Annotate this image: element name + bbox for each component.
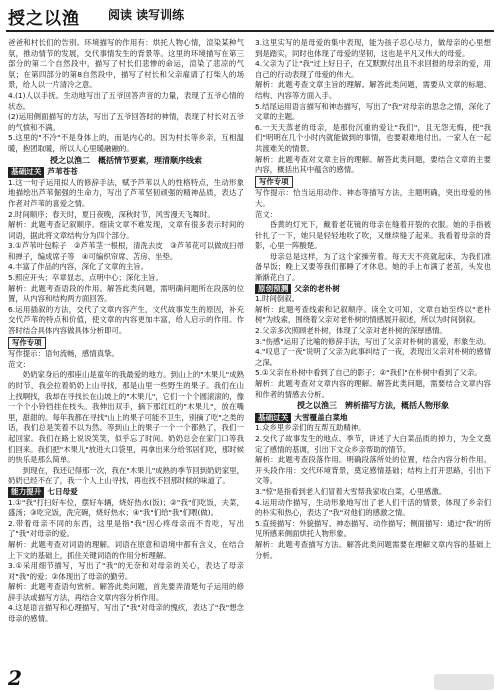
answer-text: 5.直接描写：外貌描写、神态描写、动作描写；侧面描写：通过"我"的所见所感来侧面烘托人物形象。 <box>255 518 491 539</box>
section-bar-label: 基础过关 <box>255 413 291 424</box>
answer-text: 写作提示：恰当运用动作、神态等描写方法，主题明确，突出母爱的伟大。 <box>255 188 491 208</box>
answer-text: 到现在，我还记得那一次，我在"木果儿"成熟的季节回到奶奶家里，奶奶已经不在了，我一个人上山寻找，再也找不回那时候的味道了。 <box>8 465 244 486</box>
answer-text: 解析：此题考查语句赏析。解答此类问题，首先要弄清楚句子运用的修辞手法或描写方法，再结合文章内容分析作用。 <box>8 582 244 602</box>
answer-text: 1.①"我"打扫好车位，摆好车辆，烧好热水(饭)；②"我"们吃饭，夫菜，盛汤；③吃完饭，洗完碗，烧好热水；④"我"们给"我"们喂(做)。 <box>8 497 244 518</box>
answer-text: 解析：此题考查语段的作用。解答此类问题，需明确问题所在段落的位置，从内容和结构两方面回答。 <box>8 283 244 304</box>
answer-text: 5.这里的"不冷"不是身体上的，而是内心的。因为村长等乡亲，互相温暖，抱团取暖，所以人心里暖融融的。 <box>8 133 244 153</box>
answer-text: (2)运用侧面描写的方法，写出了五爷回答时的神情，表现了村长对五爷的气愤和不满。 <box>8 112 244 132</box>
answer-text: 5.结尾运用语言描写和神态描写，写出了"我"对母亲的思念之情，深化了文章的主题。 <box>255 101 491 122</box>
answer-text: 4."叹息了一夜"说明了父亲为此事纠结了一夜，表现出父亲对朴树的感情之深。 <box>255 347 491 367</box>
answer-text: 3.①芦苇叶包粽子 ②芦苇茎一根根，清洗去皮 ③芦苇花可以做成扫帚和掸子，编成席子等 ④可编织帘席、苫房、坐垫。 <box>8 241 244 261</box>
section-heading: 授之以渔二 概括情节要素，理清顺序线索 <box>50 155 202 165</box>
header-subtitle: 阅读 读写训练 <box>108 8 185 22</box>
answer-text: 1.时间倒叙。 <box>255 294 300 304</box>
answer-text: 写作提示：语句流畅，感情真挚。 <box>8 349 119 359</box>
section-bar-label: 基础过关 <box>8 167 44 178</box>
writing-tag-label: 写作专项 <box>8 337 46 350</box>
answer-text: 奶奶家身后的那座山是童年的我最爱的地方。到山上的"木果儿"成熟的时节，我会拉着奶奶上山寻找，那是山里一些野生的果子。我们在山上找啊找，我却在寻找长在山坡上的"木果儿"，它们一个个圆滚滚的，像一个个小铃铛挂在枝头。我伸出双手，摘下那红红的"木果儿"，放在嘴里，甜甜的。每年我都在寻找"山上的果子可能不卫生，别摘了吃"之类的话，我们总是笑着不以为然。等到山上的果子一个一个都熟了，我们一起回家。我们在路上说说笑笑，似乎忘了时间。奶奶总会在家门口等我们回来。我们把"木果儿"放进大口袋里，再拿出来分给邻居们吃，那时候的快乐是那么简单。 <box>8 370 244 465</box>
answer-text: 解析：此题考查线索和记叙顺序。读全文可知，文章自始至终以"老朴树"为线索，围绕着父亲对老朴树的情感展开叙述，所以为时间倒叙。 <box>255 304 491 325</box>
section-bar <box>8 167 244 178</box>
page-header <box>0 0 500 34</box>
writing-tag <box>8 337 244 350</box>
writing-tag-label: 写作专项 <box>255 176 293 189</box>
answer-text: 解析：此题考查对文章内容的理解。解答此类问题，需要结合文章内容和作者的情感去分析。 <box>255 379 491 399</box>
left-column <box>8 38 244 674</box>
answer-text: 爸爸和村长们的告别。环境描写的作用有：烘托人物心情，渲染某种气氛，推动情节的发展，交代事情发生的背景等。这里的环境描写在第三部分的第二个自然段中，描写了村长们悲惨的命运，渲染了悲凉的气氛；在第四部分的第8自然段中，描写了村长和父亲雇请了打柴人的场景，给人以一片清冷之意。 <box>8 38 244 90</box>
answer-text: 1.众乡里乡亲们的互帮互助精神。 <box>255 423 366 433</box>
answer-text: 3.①采用细节描写，写出了"我"的无奈和对母亲的关心，表达了母亲对"我"的爱；②体现出了母亲的勤劳。 <box>8 561 244 581</box>
answer-text: 2.交代了故事发生的地点、季节，讲述了大白菜品质的掉力，为全文奠定了感情的基调，引出下文众乡亲帮助的情节。 <box>255 433 491 454</box>
section-heading: 授之以渔三 辨析描写方法，概括人物形象 <box>297 401 449 411</box>
answer-text: 解析：此题考查描写方法。解答此类问题需要在理解文章内容的基础上分析。 <box>255 539 491 560</box>
answer-text: 4.丰富了作品的内容，深化了文章的主旨。 <box>8 262 149 272</box>
answer-text: 3."伤感"运用了比喻的修辞手法，写出了父亲对朴树的喜爱，形象生动。 <box>255 336 491 346</box>
writing-tag <box>255 176 491 189</box>
header-rule <box>6 30 494 32</box>
answer-text: 6.一天天蒸老的母亲，是那份沉重的爱让"我们"，且无怨无悔，使"我们"明明在几个小时内就能做到的事情，也要艰难地付出。一家人在一起共渡难关的情景。 <box>255 122 491 153</box>
watermark-stamp <box>434 674 494 690</box>
answer-text: 6.运用插叙的方法，交代了文章内容产生，文代故事发生的原因，补充交代芦苇的特点和价值，使文章的内容更加丰富，给人启示的作用。作答时结合具体内容做具体分析即可。 <box>8 304 244 336</box>
answer-text: 范文： <box>255 209 278 219</box>
section-bar <box>255 413 491 424</box>
section-bar-title: 芦苇苍苍 <box>47 167 78 177</box>
answer-text: 3.这里实写的是母爱的集中表现，能为孩子忍心尽力，做母亲的心里想到是踏实，同时也体现了母爱的坚韧，这也是平凡又伟大的母爱。 <box>255 38 491 58</box>
page-number: 2 <box>8 666 22 690</box>
answer-text: 5.照应开头；卒章显志，点明中心；深化主旨。 <box>8 273 163 283</box>
answer-text: 4.(1)人以手抚。生动地写出了五爷回答声音的力量，表现了五爷心情的状态。 <box>8 90 244 111</box>
answer-text: 4.这是语言描写和心理描写，写出了"我"对母亲的愧疚，表达了"我"想念母亲的感情。 <box>8 603 244 624</box>
answer-text: 范文： <box>8 359 31 369</box>
section-bar-title: 大雪覆盖白菜地 <box>294 412 348 422</box>
answer-text: 1.这一句子运用拟人的修辞手法，赋予芦苇以人的性格特点，生动形象地描绘出芦苇倔强的生命力，写出了芦苇坚韧顽强的精神品质，表达了作者对芦苇的喜爱之情。 <box>8 177 244 208</box>
section-bar-label: 原创预测 <box>255 284 291 295</box>
brand-logo: 授之以渔 <box>8 9 80 29</box>
answer-text: 3."惊"是指看到老人们冒着大雪帮我家收白菜，心里感激。 <box>255 486 447 496</box>
answer-text: 5.①父亲在朴树中看到了自己的影子；②"我们"在朴树中看到了父亲。 <box>255 368 482 378</box>
answer-text: 解析：此题考查段落作用。明确段落所处的位置，结合内容分析作用。开头段作用：交代环境背景，奠定感情基础；结构上打开思路，引出下文等。 <box>255 455 491 486</box>
section-bar <box>8 487 244 498</box>
right-column <box>255 38 491 674</box>
answer-text: 昏黄的灯光下，戴着老花镜的母亲在缝着开裂的衣服。她的手指被针扎了一下，她只是轻轻地吹了吹，又继续缝了起来。我看着母亲的背影，心里一阵酸楚。 <box>255 220 491 251</box>
section-bar <box>255 284 491 295</box>
answer-text: 解析：此题考查文章主旨的理解。解答此类问题，需要从文章的标题、结构、内容等方面入手。 <box>255 80 491 100</box>
answer-text: 4.父亲为了让"我"过上好日子，在艾默默付出且不求回报的母亲的爱，用自己的行动表现了母爱的伟大。 <box>255 59 491 79</box>
answer-text: 解析：此题考查对词语的理解。词语在原意和语境中都有含义，在结合上下文的基础上，抓住关键词语的作用分析理解。 <box>8 539 244 560</box>
answer-text: 2.时间顺序；春天时，夏日夜晚，深秋时节，风雪漫天飞舞时。 <box>8 209 215 219</box>
section-bar-label: 能力提升 <box>8 487 44 498</box>
answer-text: 2.带着母亲不同的东西，这里是指"我"因心疼母亲而不肯吃，写出了"我"对母亲的爱。 <box>8 518 244 539</box>
section-bar-title: 七日母爱 <box>47 486 78 496</box>
answer-text: 4.运用动作描写，生动形象地写出了老人们干活的情景，体现了乡亲们的朴实和热心，表达了"我"对他们的感激之情。 <box>255 497 491 518</box>
answer-text: 解析：此题考查对文章主旨的理解。解答此类问题，要结合文章的主要内容，概括出其中蕴含的感情。 <box>255 154 491 175</box>
answer-text: 母亲总是这样，为了这个家操劳着。每天天不亮就起床，为我们准备早饭；晚上又要等我们都睡了才休息。她的手上布满了老茧，头发也渐渐花白了。 <box>255 251 491 283</box>
section-bar-title: 父亲的老朴树 <box>294 283 340 293</box>
answer-text: 2.父亲多次照顾老朴树，体现了父亲对老朴树的深厚感情。 <box>255 326 447 336</box>
answer-text: 解析：此题考查记叙顺序。细读文章不难发现，文章有很多表示时间的词语，据此将文章结构分为四个部分。 <box>8 220 244 240</box>
